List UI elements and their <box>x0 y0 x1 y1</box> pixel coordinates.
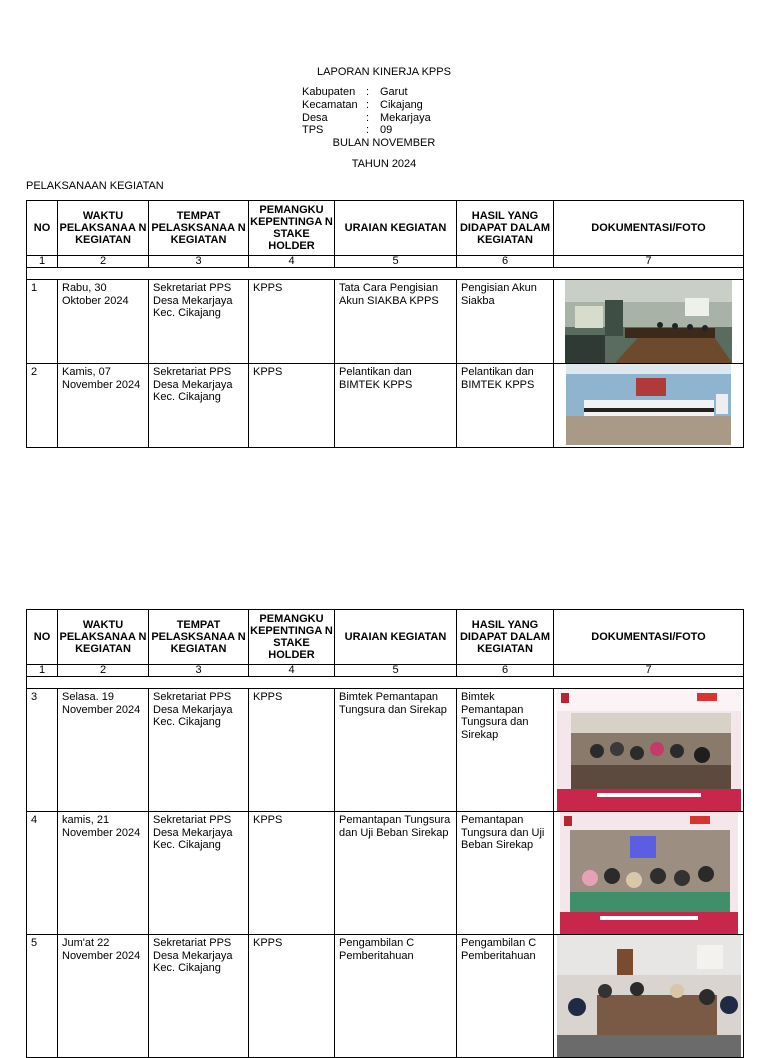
header-waktu: WAKTU PELAKSANAA N KEGIATAN <box>58 610 149 665</box>
row-hasil: Bimtek Pemantapan Tungsura dan Sirekap <box>457 689 554 812</box>
row-waktu: Jum'at 22 November 2024 <box>58 935 149 1058</box>
meta-key: TPS <box>302 124 324 137</box>
row-waktu: kamis, 21 November 2024 <box>58 812 149 935</box>
column-number: 1 <box>27 665 58 677</box>
row-photo <box>554 689 744 812</box>
meta-kabupaten <box>302 86 431 99</box>
number-row <box>27 256 744 268</box>
meta-value: Garut <box>380 86 408 98</box>
table-row <box>27 935 744 1058</box>
meta-value: Cikajang <box>380 98 423 111</box>
number-row <box>27 665 744 677</box>
row-tempat: Sekretariat PPS Desa Mekarjaya Kec. Cikajang <box>149 935 249 1058</box>
row-uraian: Bimtek Pemantapan Tungsura dan Sirekap <box>335 689 457 812</box>
row-pemangku: KPPS <box>249 935 335 1058</box>
header-tempat: TEMPAT PELASKSANAA N KEGIATAN <box>149 201 249 256</box>
header-row <box>27 610 744 665</box>
meeting-room-photo <box>565 280 732 363</box>
column-number: 6 <box>457 665 554 677</box>
column-number: 3 <box>149 256 249 268</box>
column-number: 4 <box>249 256 335 268</box>
report-month: BULAN NOVEMBER <box>332 137 436 149</box>
column-number: 1 <box>27 256 58 268</box>
column-number: 5 <box>335 256 457 268</box>
meta-kecamatan <box>302 99 431 112</box>
row-uraian: Tata Cara Pengisian Akun SIAKBA KPPS <box>335 280 457 364</box>
row-pemangku: KPPS <box>249 812 335 935</box>
row-hasil: Pelantikan dan BIMTEK KPPS <box>457 364 554 448</box>
header-hasil: HASIL YANG DIDAPAT DALAM KEGIATAN <box>457 201 554 256</box>
meta-key: Kecamatan <box>302 98 358 111</box>
header-waktu: WAKTU PELAKSANAA N KEGIATAN <box>58 201 149 256</box>
header-tempat: TEMPAT PELASKSANAA N KEGIATAN <box>149 610 249 665</box>
header-uraian: URAIAN KEGIATAN <box>335 610 457 665</box>
header-dokumentasi: DOKUMENTASI/FOTO <box>554 610 744 665</box>
row-photo <box>554 280 744 364</box>
column-number: 4 <box>249 665 335 677</box>
uji-beban-poster-photo <box>560 812 738 934</box>
row-photo <box>554 812 744 935</box>
meta-colon: : <box>366 124 370 137</box>
meta-key: Desa <box>302 111 328 124</box>
column-number: 7 <box>554 665 744 677</box>
column-number: 2 <box>58 665 149 677</box>
row-hasil: Pemantapan Tungsura dan Uji Beban Sirekap <box>457 812 554 935</box>
meta-colon: : <box>366 111 370 124</box>
row-photo <box>554 364 744 448</box>
row-tempat: Sekretariat PPS Desa Mekarjaya Kec. Cikajang <box>149 812 249 935</box>
meta-key: Kabupaten <box>302 86 356 98</box>
report-year: TAHUN 2024 <box>351 158 417 170</box>
column-number: 7 <box>554 256 744 268</box>
row-hasil: Pengisian Akun Siakba <box>457 280 554 364</box>
spacer-row <box>27 268 744 280</box>
table-row <box>27 812 744 935</box>
column-number: 2 <box>58 256 149 268</box>
row-tempat: Sekretariat PPS Desa Mekarjaya Kec. Cikajang <box>149 280 249 364</box>
row-uraian: Pemantapan Tungsura dan Uji Beban Sirekap <box>335 812 457 935</box>
row-hasil: Pengambilan C Pemberitahuan <box>457 935 554 1058</box>
row-waktu: Selasa. 19 November 2024 <box>58 689 149 812</box>
row-waktu: Rabu, 30 Oktober 2024 <box>58 280 149 364</box>
row-no: 2 <box>27 364 58 448</box>
meta-colon: : <box>366 86 370 98</box>
header-row <box>27 201 744 256</box>
section-title: PELAKSANAAN KEGIATAN <box>26 180 164 192</box>
header-pemangku: PEMANGKU KEPENTINGA N STAKE HOLDER <box>249 610 335 665</box>
row-waktu: Kamis, 07 November 2024 <box>58 364 149 448</box>
meta-colon: : <box>366 98 370 111</box>
column-number: 6 <box>457 256 554 268</box>
meta-value: Mekarjaya <box>380 111 431 124</box>
row-no: 3 <box>27 689 58 812</box>
table-row <box>27 689 744 812</box>
activity-table-2 <box>26 609 744 1058</box>
row-pemangku: KPPS <box>249 364 335 448</box>
row-pemangku: KPPS <box>249 280 335 364</box>
header-dokumentasi: DOKUMENTASI/FOTO <box>554 201 744 256</box>
group-photo <box>566 364 731 445</box>
row-tempat: Sekretariat PPS Desa Mekarjaya Kec. Cikajang <box>149 364 249 448</box>
header-no: NO <box>27 610 58 665</box>
spacer-row <box>27 677 744 689</box>
column-number: 5 <box>335 665 457 677</box>
header-pemangku: PEMANGKU KEPENTINGA N STAKE HOLDER <box>249 201 335 256</box>
header-uraian: URAIAN KEGIATAN <box>335 201 457 256</box>
header-no: NO <box>27 201 58 256</box>
row-no: 4 <box>27 812 58 935</box>
row-photo <box>554 935 744 1058</box>
row-pemangku: KPPS <box>249 689 335 812</box>
report-title: LAPORAN KINERJA KPPS <box>317 66 451 78</box>
header-hasil: HASIL YANG DIDAPAT DALAM KEGIATAN <box>457 610 554 665</box>
row-uraian: Pengambilan C Pemberitahuan <box>335 935 457 1058</box>
meta-tps <box>302 124 431 137</box>
meta-value: 09 <box>380 124 393 137</box>
row-no: 1 <box>27 280 58 364</box>
activity-table-1 <box>26 200 744 448</box>
meta-desa <box>302 112 431 125</box>
row-uraian: Pelantikan dan BIMTEK KPPS <box>335 364 457 448</box>
table-row <box>27 280 744 364</box>
report-meta <box>302 86 431 137</box>
bimtek-poster-photo <box>557 689 741 811</box>
row-no: 5 <box>27 935 58 1058</box>
table-row <box>27 364 744 448</box>
column-number: 3 <box>149 665 249 677</box>
pengambilan-photo <box>557 935 741 1057</box>
row-tempat: Sekretariat PPS Desa Mekarjaya Kec. Cikajang <box>149 689 249 812</box>
